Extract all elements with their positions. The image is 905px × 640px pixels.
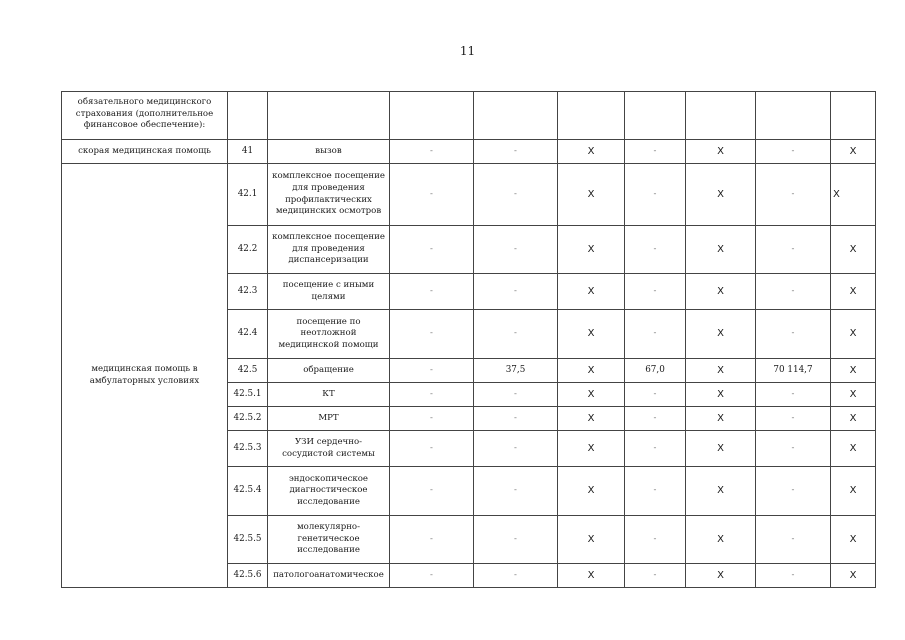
value-cell: -: [756, 516, 831, 564]
value-cell: -: [625, 140, 686, 164]
value-cell: 67,0: [625, 359, 686, 383]
value-cell: -: [474, 310, 558, 359]
value-cell: -: [625, 467, 686, 516]
value-cell: -: [756, 407, 831, 431]
value-cell: -: [390, 359, 474, 383]
service-name: эндоскопическое диагностическое исследование: [268, 467, 390, 516]
service-name: КТ: [268, 383, 390, 407]
value-cell: -: [474, 407, 558, 431]
row-number: 42.5.4: [228, 467, 268, 516]
value-cell: Х: [686, 310, 756, 359]
service-name: УЗИ сердечно-сосудистой системы: [268, 431, 390, 467]
value-cell: Х: [831, 516, 876, 564]
value-cell: Х: [686, 164, 756, 226]
value-cell: Х: [831, 226, 876, 274]
page-number: 11: [459, 44, 476, 58]
value-cell: -: [756, 383, 831, 407]
tariff-table: [61, 91, 876, 588]
value-cell: -: [625, 310, 686, 359]
value-cell: Х: [686, 226, 756, 274]
value-cell: -: [756, 431, 831, 467]
row-number: 42.2: [228, 226, 268, 274]
value-cell: -: [625, 226, 686, 274]
value-cell: -: [390, 274, 474, 310]
value-cell: -: [390, 407, 474, 431]
value-cell: -: [756, 226, 831, 274]
value-cell: Х: [558, 310, 625, 359]
row-number: 42.5.6: [228, 564, 268, 588]
service-name: посещение по неотложной медицинской помощи: [268, 310, 390, 359]
row-number: 42.5: [228, 359, 268, 383]
value-cell: [756, 92, 831, 140]
value-cell: 37,5: [474, 359, 558, 383]
value-cell: Х: [686, 359, 756, 383]
value-cell: Х: [831, 407, 876, 431]
value-cell: -: [474, 164, 558, 226]
value-cell: -: [390, 516, 474, 564]
value-cell: Х: [558, 407, 625, 431]
value-cell: Х: [558, 140, 625, 164]
service-name: вызов: [268, 140, 390, 164]
value-cell: Х: [558, 431, 625, 467]
value-cell: 70 114,7: [756, 359, 831, 383]
value-cell: -: [625, 274, 686, 310]
value-cell: -: [756, 310, 831, 359]
value-cell: Х: [686, 274, 756, 310]
value-cell: Х: [558, 226, 625, 274]
value-cell: -: [625, 431, 686, 467]
value-cell: -: [756, 140, 831, 164]
value-cell: Х: [558, 274, 625, 310]
row-number: 42.5.2: [228, 407, 268, 431]
value-cell: -: [474, 431, 558, 467]
value-cell: [558, 92, 625, 140]
value-cell: -: [474, 383, 558, 407]
value-cell: -: [756, 164, 831, 226]
value-cell: -: [625, 407, 686, 431]
row-number: 42.1: [228, 164, 268, 226]
value-cell: Х: [686, 383, 756, 407]
table-row: [62, 92, 876, 140]
value-cell: -: [390, 164, 474, 226]
value-cell: Х: [831, 564, 876, 588]
value-cell: -: [390, 564, 474, 588]
table-row: [62, 164, 876, 226]
value-cell: Х: [831, 310, 876, 359]
value-cell: -: [625, 164, 686, 226]
value-cell: -: [756, 274, 831, 310]
value-cell: Х: [558, 359, 625, 383]
value-cell: -: [474, 516, 558, 564]
value-cell: Х: [831, 383, 876, 407]
service-name: МРТ: [268, 407, 390, 431]
service-name: обращение: [268, 359, 390, 383]
value-cell: -: [625, 516, 686, 564]
value-cell: Х: [558, 516, 625, 564]
service-name: патологоанатомическое: [268, 564, 390, 588]
value-cell: Х: [831, 140, 876, 164]
value-cell: [831, 92, 876, 140]
value-cell: Х: [558, 467, 625, 516]
value-cell: [686, 92, 756, 140]
row-number: 42.4: [228, 310, 268, 359]
service-name: посещение с иными целями: [268, 274, 390, 310]
value-cell: -: [756, 564, 831, 588]
value-cell: Х: [686, 140, 756, 164]
row-number: 42.3: [228, 274, 268, 310]
value-cell: Х: [686, 431, 756, 467]
value-cell: -: [390, 431, 474, 467]
service-name: молекулярно-генетическое исследование: [268, 516, 390, 564]
value-cell: -: [390, 140, 474, 164]
value-cell: Х: [831, 431, 876, 467]
value-cell: -: [625, 383, 686, 407]
value-cell: Х: [558, 564, 625, 588]
value-cell: [625, 92, 686, 140]
row-number: 42.5.1: [228, 383, 268, 407]
category-cell: скорая медицинская помощь: [62, 140, 228, 164]
category-cell: обязательного медицинского страхования (дополнительное финансовое обеспечение):: [62, 92, 228, 140]
value-cell: Х: [558, 164, 625, 226]
value-cell: [390, 92, 474, 140]
value-cell: Х: [686, 516, 756, 564]
value-cell: Х: [558, 383, 625, 407]
value-cell: Х: [831, 359, 876, 383]
service-name: комплексное посещение для проведения профилактических медицинских осмотров: [268, 164, 390, 226]
row-number: 41: [228, 140, 268, 164]
row-number: 42.5.3: [228, 431, 268, 467]
category-cell: медицинская помощь в амбулаторных условиях: [62, 164, 228, 588]
value-cell: -: [474, 226, 558, 274]
value-cell: Х: [686, 564, 756, 588]
value-cell: -: [390, 226, 474, 274]
value-cell: -: [625, 564, 686, 588]
table-row: [62, 140, 876, 164]
value-cell: -: [390, 310, 474, 359]
value-cell: Х: [686, 467, 756, 516]
service-name: комплексное посещение для проведения диспансеризации: [268, 226, 390, 274]
value-cell: [474, 92, 558, 140]
value-cell: -: [390, 383, 474, 407]
value-cell: -: [474, 274, 558, 310]
value-cell: -: [474, 564, 558, 588]
value-cell: -: [474, 140, 558, 164]
value-cell: Х: [831, 164, 876, 226]
row-number: [228, 92, 268, 140]
value-cell: Х: [831, 274, 876, 310]
service-name: [268, 92, 390, 140]
value-cell: Х: [831, 467, 876, 516]
row-number: 42.5.5: [228, 516, 268, 564]
value-cell: -: [756, 467, 831, 516]
value-cell: Х: [686, 407, 756, 431]
value-cell: -: [474, 467, 558, 516]
value-cell: -: [390, 467, 474, 516]
